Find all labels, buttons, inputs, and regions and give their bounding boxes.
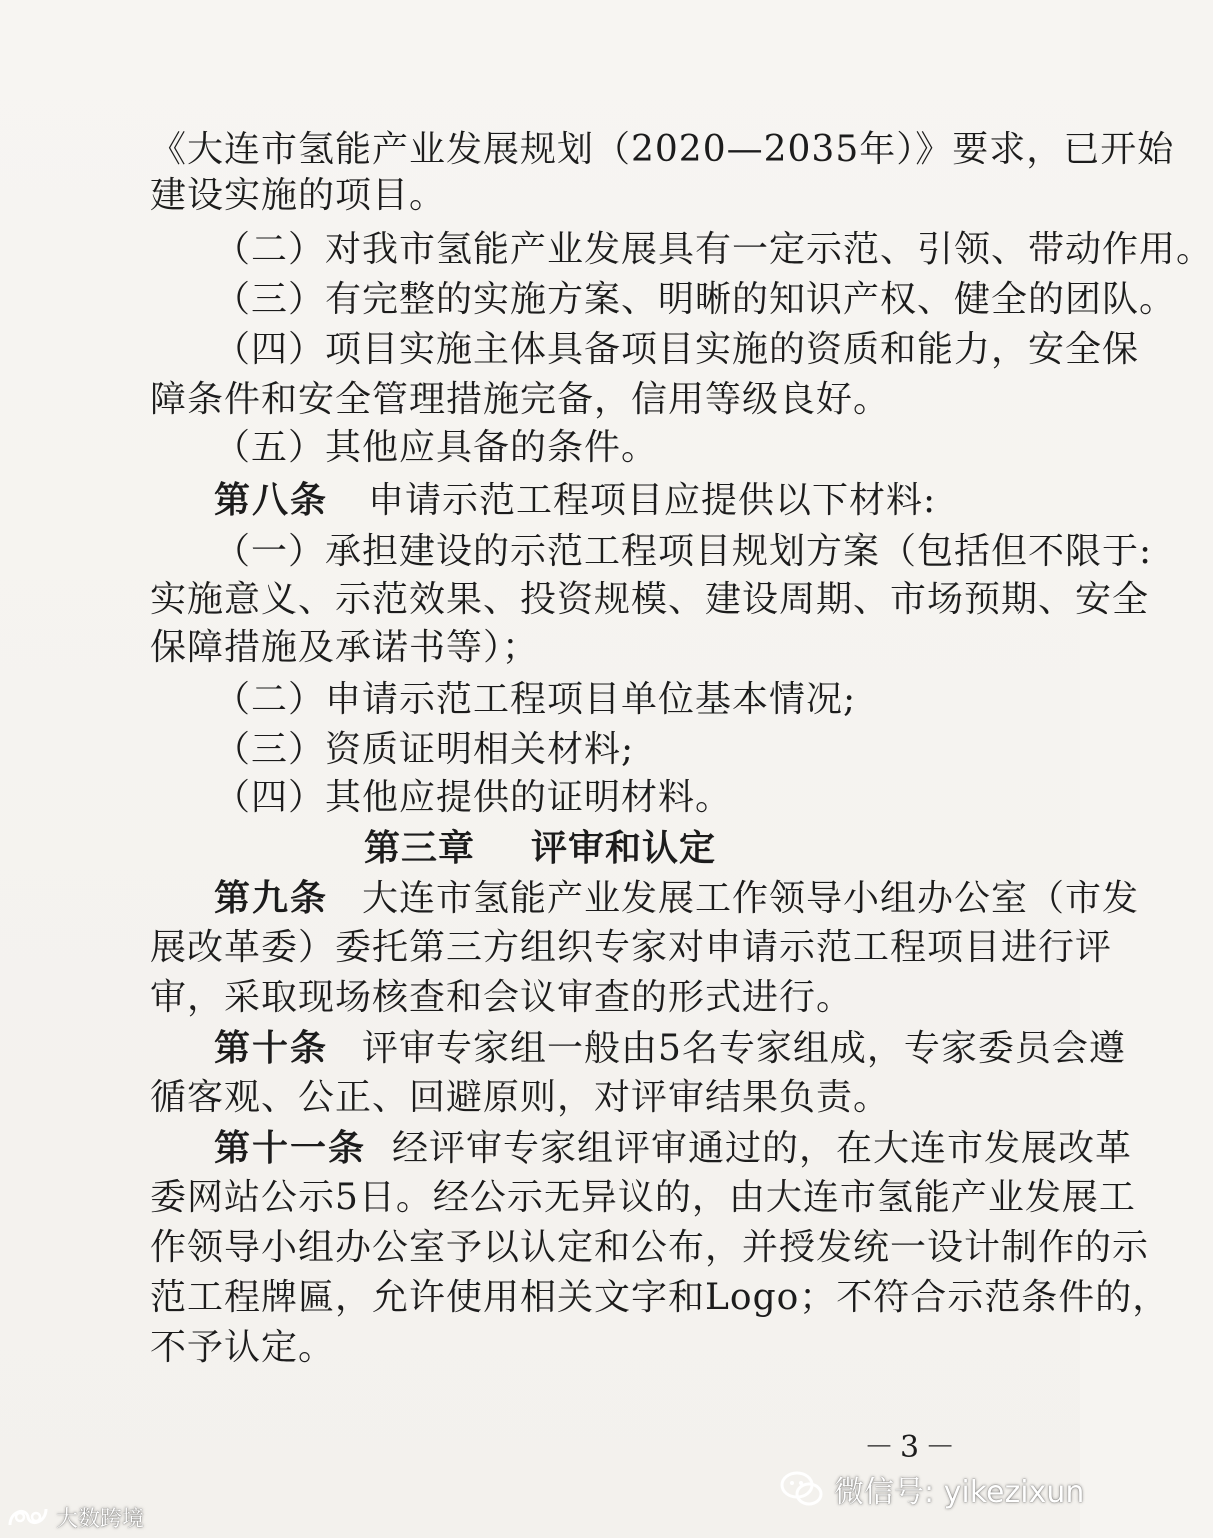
text-line: 保障措施及承诺书等）； [150,627,540,668]
text-line: （三）资质证明相关材料; [214,729,635,770]
article-text: 申请示范工程项目应提供以下材料: [368,480,937,521]
wechat-icon [780,1470,824,1508]
article-label: 第八条 [214,479,329,521]
chapter-title: 评审和认定 [531,827,717,869]
wechat-id-text: 微信号: yikezixun [834,1475,1085,1510]
text-line: 循客观、公正、回避原则，对评审结果负责。 [150,1077,891,1118]
article-label: 第十一条 [214,1127,367,1169]
text-line: 实施意义、示范效果、投资规模、建设周期、市场预期、安全 [150,579,1150,620]
text-line: 审，采取现场核查和会议审查的形式进行。 [150,977,854,1018]
brand-watermark [6,1500,144,1534]
text-line: 范工程牌匾，允许使用相关文字和Logo；不符合示范条件的， [150,1277,1170,1318]
text-line: 建设实施的项目。 [150,175,447,216]
article-8 [214,478,936,523]
page-number: －3－ [864,1430,962,1465]
text-line: 《大连市氢能产业发展规划（2020—2035年）》要求，已开始 [150,129,1175,170]
brand-text: 大数跨境 [56,1506,145,1532]
text-line: （二）对我市氢能产业发展具有一定示范、引领、带动作用。 [214,229,1213,270]
text-line: （二）申请示范工程项目单位基本情况; [214,679,857,720]
text-line: 障条件和安全管理措施完备，信用等级良好。 [150,379,891,420]
text-line: 展改革委）委托第三方组织专家对申请示范工程项目进行评 [150,927,1113,968]
article-11 [214,1126,1132,1171]
text-line: 委网站公示5日。经公示无异议的，由大连市氢能产业发展工 [150,1177,1136,1218]
article-text: 大连市氢能产业发展工作领导小组办公室（市发 [362,878,1140,919]
chapter-number: 第三章 [363,827,475,869]
article-label: 第十条 [214,1027,329,1069]
text-line: 不予认定。 [150,1327,336,1368]
article-10 [214,1026,1126,1071]
text-line: （五）其他应具备的条件。 [214,427,659,468]
chapter-heading [0,826,1080,870]
text-line: （四）其他应提供的证明材料。 [214,777,733,818]
text-line: 作领导小组办公室予以认定和公布，并授发统一设计制作的示 [150,1227,1150,1268]
article-text: 经评审专家组评审通过的，在大连市发展改革 [392,1128,1133,1169]
text-line: （一）承担建设的示范工程项目规划方案（包括但不限于: [214,531,1153,572]
brand-logo-icon [6,1503,50,1531]
text-line: （四）项目实施主体具备项目实施的资质和能力，安全保 [214,329,1140,370]
wechat-watermark [780,1466,1084,1512]
text-line: （三）有完整的实施方案、明晰的知识产权、健全的团队。 [214,279,1177,320]
article-9 [214,876,1139,921]
article-text: 评审专家组一般由5名专家组成，专家委员会遵 [362,1028,1126,1069]
article-label: 第九条 [214,877,329,919]
